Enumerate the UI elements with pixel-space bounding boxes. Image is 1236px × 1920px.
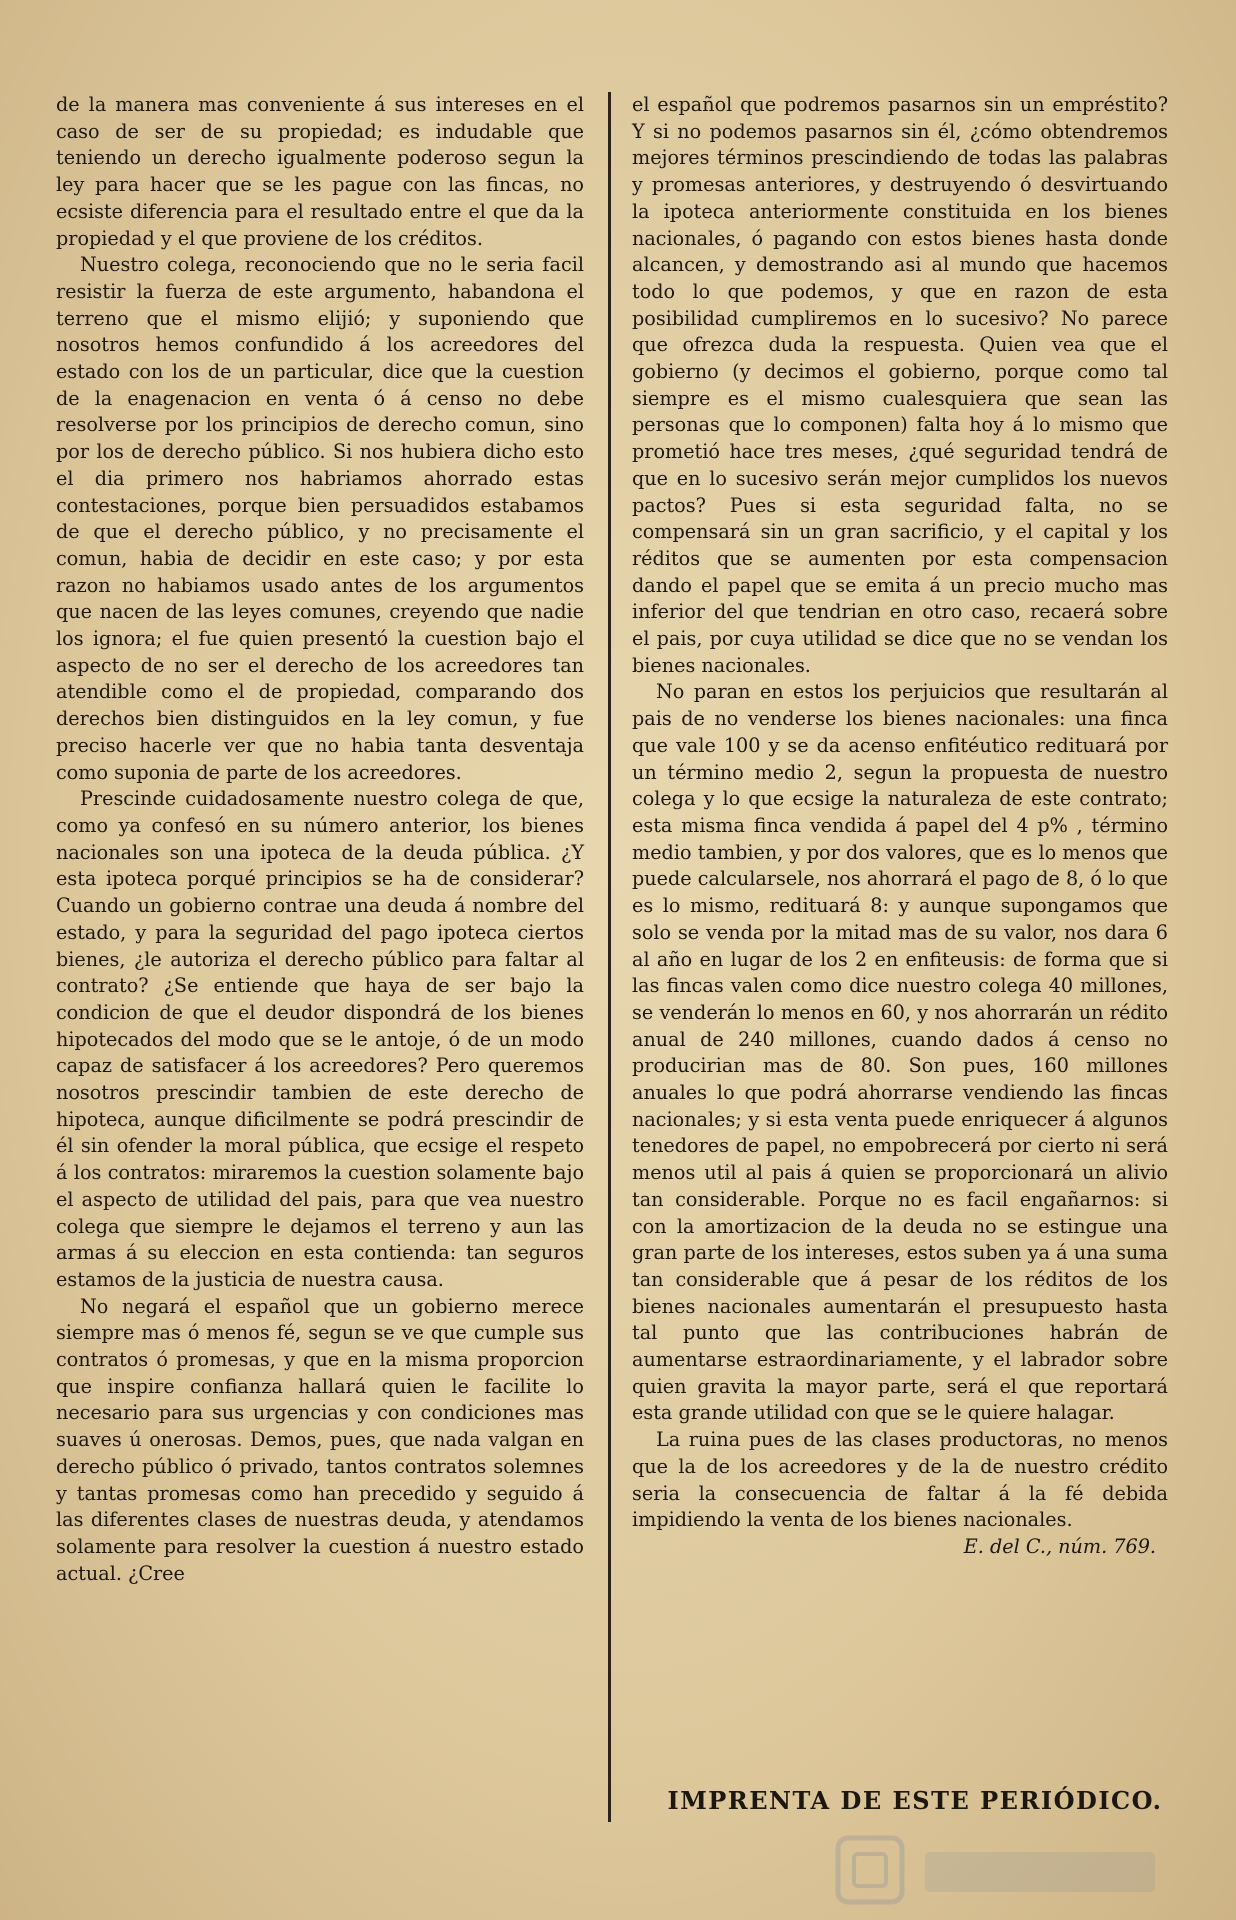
- library-stamp-icon: [830, 1830, 1170, 1910]
- left-column: [56, 92, 584, 1587]
- paragraph: Prescinde cuidadosamente nuestro colega de que, como ya confesó en su número anterior, los bienes nacionales son una ipoteca de la deuda pública. ¿Y esta ipoteca porqué principios se ha de considerar? Cuando un gobierno contrae una deuda á nombre del estado, y para la seguridad del pago ipoteca ciertos bienes, ¿le autoriza el derecho público para faltar al contrato? ¿Se entiende que haya de ser bajo la condicion de que el deudor dispondrá de los bienes hipotecados del modo que se le antoje, ó de un modo capaz de satisfacer á los acreedores? Pero queremos nosotros prescindir tambien de este derecho de hipoteca, aunque dificilmente se podrá prescindir de él sin ofender la moral pública, que ecsige el respeto á los contratos: miraremos la cuestion solamente bajo el aspecto de utilidad del pais, para que vea nuestro colega que siempre le dejamos el terreno y aun las armas á su eleccion en esta contienda: tan seguros estamos de la justicia de nuestra causa.: [56, 787, 584, 1291]
- paragraph: de la manera mas conveniente á sus intereses en el caso de ser de su propiedad; es indudable que teniendo un derecho igualmente poderoso segun la ley para hacer que se les pague con las fincas, no ecsiste diferencia para el resultado entre el que da la propiedad y el que proviene de los créditos.: [56, 93, 584, 250]
- paragraph: el español que podremos pasarnos sin un empréstito? Y si no podemos pasarnos sin él, ¿cómo obtendremos mejores términos prescindiendo de todas las palabras y promesas anteriores, y destruyendo ó desvirtuando la ipoteca anteriormente constituida en los bienes nacionales, ó pagando con estos bienes hasta donde alcancen, y demostrando asi al mundo que hacemos todo lo que podemos, y que en razon de esta posibilidad cumpliremos en lo sucesivo? No parece que ofrezca duda la respuesta. Quien vea que el gobierno (y decimos el gobierno, porque como tal siempre es el mismo cualesquiera que sean las personas que lo componen) falta hoy á lo mismo que prometió hace tres meses, ¿qué seguridad tendrá de que en lo sucesivo serán mejor cumplidos los nuevos pactos? Pues si esta seguridad falta, no se compensará sin un gran sacrificio, y el capital y los réditos que se aumenten por esta compensacion dando el papel que se emita á un precio mucho mas inferior del que tendrian en otro caso, recaerá sobre el pais, por cuya utilidad se dice que no se vendan los bienes nacionales.: [632, 93, 1168, 677]
- source-signature: E. del C., núm. 769.: [963, 1534, 1156, 1558]
- right-column: [632, 92, 1168, 1561]
- paragraph: Nuestro colega, reconociendo que no le seria facil resistir la fuerza de este argumento, habandona el terreno que el mismo elijió; y suponiendo que nosotros hemos confundido á los acreedores del estado con los de un particular, dice que la cuestion de la enagenacion en venta ó á censo no debe resolverse por los principios de derecho comun, sino por los de derecho público. Si nos hubiera dicho esto el dia primero nos habriamos ahorrado estas contestaciones, porque bien persuadidos estabamos de que el derecho público, y no precisamente el comun, habia de decidir en este caso; y por esta razon no habiamos usado antes de los argumentos que nacen de las leyes comunes, creyendo que nadie los ignora; el fue quien presentó la cuestion bajo el aspecto de no ser el derecho de los acreedores tan atendible como el de propiedad, comparando dos derechos bien distinguidos en la ley comun, y fue preciso hacerle ver que no habia tanta desventaja como suponia de parte de los acreedores.: [56, 253, 584, 784]
- paragraph: No paran en estos los perjuicios que resultarán al pais de no venderse los bienes nacionales: una finca que vale 100 y se da acenso enfitéutico redituará por un término medio 2, segun la propuesta de nuestro colega y lo que ecsige la naturaleza de este contrato; esta misma finca vendida á papel del 4 p% , término medio tambien, y por dos valores, que es lo menos que puede calcularsele, nos ahorrará el pago de 8, ó lo que es lo mismo, redituará 8: y aunque supongamos que solo se venda por la mitad mas de su valor, nos dara 6 al año en lugar de los 2 en enfiteusis: de forma que si las fincas valen como dice nuestro colega 40 millones, se venderán lo menos en 60, y nos ahorrarán un rédito anual de 240 millones, cuando dados á censo no producirian mas de 80. Son pues, 160 millones anuales lo que podrá ahorrarse vendiendo las fincas nacionales; y si esta venta puede enriquecer á algunos tenedores de papel, no empobrecerá por cierto ni será menos util al pais á quien se proporcionará un alivio tan considerable. Porque no es facil engañarnos: si con la amortizacion de la deuda no se estingue una gran parte de los intereses, estos suben ya á una suma tan considerable que á pesar de los réditos de los bienes nacionales aumentarán el presupuesto hasta tal punto que las contribuciones habrán de aumentarse estraordinariamente, y el labrador sobre quien gravita la mayor parte, será el que reportará esta grande utilidad con que se le quiere halagar.: [632, 680, 1168, 1425]
- column-divider: [608, 92, 611, 1822]
- imprint-line: IMPRENTA DE ESTE PERIÓDICO.: [667, 1786, 1163, 1815]
- paragraph: La ruina pues de las clases productoras, no menos que la de los acreedores y de la de nuestro crédito seria la consecuencia de faltar á la fé debida impidiendo la venta de los bienes nacionales.: [632, 1428, 1168, 1532]
- paragraph: No negará el español que un gobierno merece siempre mas ó menos fé, segun se ve que cumple sus contratos ó promesas, y que en la misma proporcion que inspire confianza hallará quien le facilite lo necesario para sus urgencias y con condiciones mas suaves ú onerosas. Demos, pues, que nada valgan en derecho público ó privado, tantos contratos solemnes y tantas promesas como han precedido y seguido á las diferentes clases de nuestras deuda, y atendamos solamente para resolver la cuestion á nuestro estado actual. ¿Cree: [56, 1294, 584, 1585]
